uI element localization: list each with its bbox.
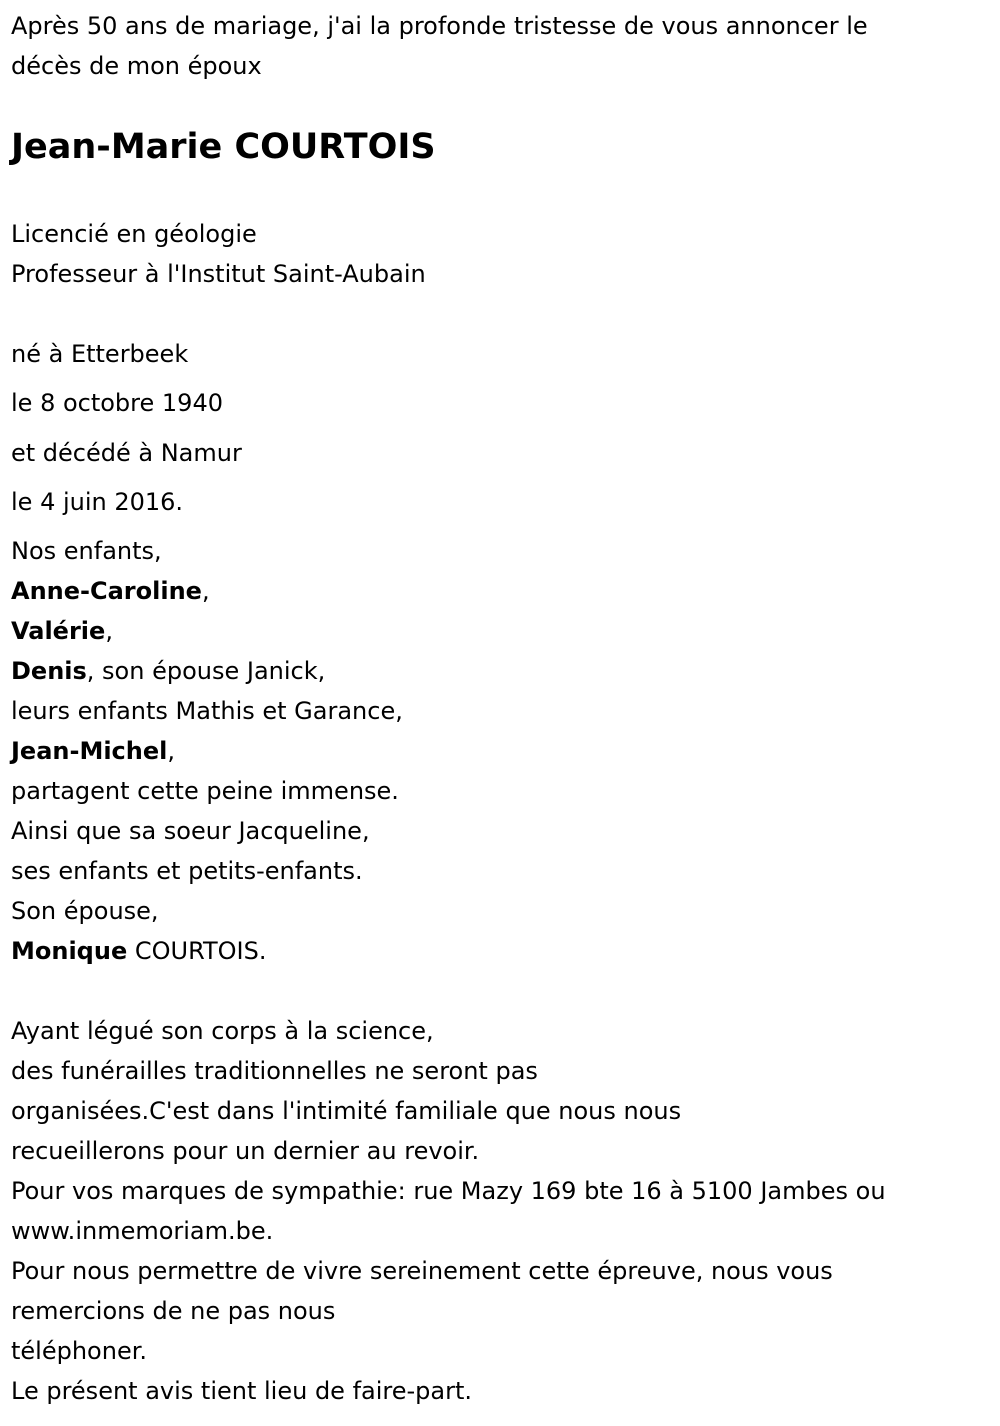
child-line xyxy=(11,611,113,651)
closing-line: www.inmemoriam.be. xyxy=(11,1217,274,1245)
child-line xyxy=(11,651,325,691)
closing-line: recueillerons pour un dernier au revoir. xyxy=(11,1137,480,1165)
birth-date: le 8 octobre 1940 xyxy=(11,389,223,417)
child-suffix: , xyxy=(167,737,176,765)
death-date: le 4 juin 2016. xyxy=(11,488,184,516)
child-name: Valérie xyxy=(11,617,106,645)
child-name: Denis xyxy=(11,657,87,685)
closing-line: des funérailles traditionnelles ne seront pas xyxy=(11,1057,538,1085)
spouse-line xyxy=(11,931,267,971)
closing-line: organisées.C'est dans l'intimité familiale que nous nous xyxy=(11,1097,682,1125)
children-intro: Nos enfants, xyxy=(11,537,162,565)
child-line xyxy=(11,571,210,611)
closing-line: Ayant légué son corps à la science, xyxy=(11,1017,434,1045)
closing-line: Pour nous permettre de vivre sereinement cette épreuve, nous vous xyxy=(11,1257,833,1285)
deceased-degree: Licencié en géologie xyxy=(11,220,257,248)
closing-line: téléphoner. xyxy=(11,1337,148,1365)
child-suffix: , xyxy=(201,577,210,605)
sister-family-line: ses enfants et petits-enfants. xyxy=(11,857,363,885)
closing-line: remercions de ne pas nous xyxy=(11,1297,336,1325)
death-place: et décédé à Namur xyxy=(11,439,242,467)
child-line xyxy=(11,731,175,771)
sister-line: Ainsi que sa soeur Jacqueline, xyxy=(11,817,370,845)
share-line: partagent cette peine immense. xyxy=(11,777,399,805)
birth-place: né à Etterbeek xyxy=(11,340,189,368)
closing-line: Le présent avis tient lieu de faire-part. xyxy=(11,1377,473,1405)
child-suffix: , son épouse Janick, xyxy=(86,657,326,685)
child-suffix: , xyxy=(105,617,113,645)
deceased-name: Jean-Marie COURTOIS xyxy=(11,127,436,167)
intro-line-1: Après 50 ans de mariage, j'ai la profonde tristesse de vous annoncer le xyxy=(11,12,868,40)
deceased-profession: Professeur à l'Institut Saint-Aubain xyxy=(11,260,426,288)
child-name: Jean-Michel xyxy=(11,737,168,765)
spouse-name: Monique xyxy=(11,937,128,965)
spouse-surname: COURTOIS. xyxy=(127,937,267,965)
intro-line-2: décès de mon époux xyxy=(11,52,262,80)
child-name: Anne-Caroline xyxy=(11,577,202,605)
grandchildren-line: leurs enfants Mathis et Garance, xyxy=(11,697,403,725)
closing-line: Pour vos marques de sympathie: rue Mazy 169 bte 16 à 5100 Jambes ou xyxy=(11,1177,886,1205)
spouse-intro: Son épouse, xyxy=(11,897,159,925)
